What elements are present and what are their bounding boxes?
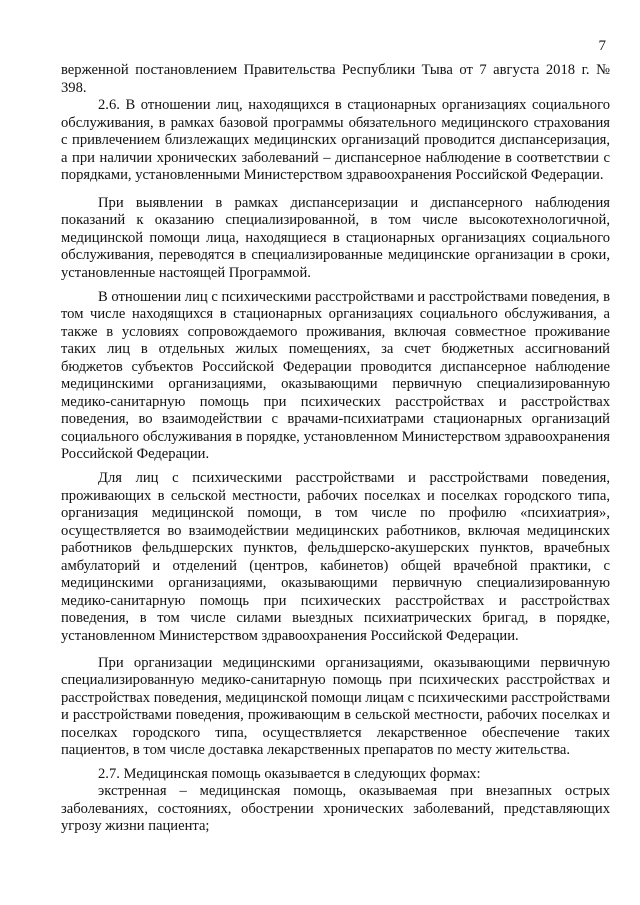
page-number: 7: [598, 38, 606, 54]
paragraph-rural-psychiatry: Для лиц с психическими расстройствами и расстройствами поведения, проживающих в сельской местности, рабочих поселках и поселках городского типа, организация медицинской помощи, в том числе по профилю «психиатрия», осуществляется во взаимодействии медицинских работников, включая медицинских работников фельдшерских пунктов, фельдшерско-акушерских пунктов, врачебных амбулаторий и отделений (центров, кабинетов) общей врачебной практики, с медицинскими организациями, оказывающими первичную специализированную медико-санитарную помощь при психических расстройствах и расстройствах поведения, в том числе силами выездных психиатрических бригад, в порядке, установленном Министерством здравоохранения Российской Федерации.: [61, 470, 610, 644]
paragraph-section-2-6: 2.6. В отношении лиц, находящихся в стационарных организациях социального обслуживания, в рамках базовой программы обязательного медицинского страхования с привлечением близлежащих медицинских организаций проводится диспансеризация, а при наличии хронических заболеваний – диспансерное наблюдение в соответствии с порядками, установленными Министерством здравоохранения Российской Федерации.: [61, 97, 610, 184]
document-body: [61, 62, 610, 836]
paragraph-emergency-care: экстренная – медицинская помощь, оказываемая при внезапных острых заболеваниях, состояниях, обострении хронических заболеваний, представляющих угрозу жизни пациента;: [61, 783, 610, 835]
paragraph-mental-disorders-observation: В отношении лиц с психическими расстройствами и расстройствами поведения, в том числе находящихся в стационарных организациях социального обслуживания, а также в условиях сопровождаемого проживания, включая совместное проживание таких лиц в отдельных жилых помещениях, за счет бюджетных ассигнований бюджетов субъектов Российской Федерации проводится диспансерное наблюдение медицинскими организациями, оказывающими первичную специализированную медико-санитарную помощь при психических расстройствах и расстройствах поведения, во взаимодействии с врачами-психиатрами стационарных организаций социального обслуживания в порядке, установленном Министерством здравоохранения Российской Федерации.: [61, 288, 610, 463]
paragraph-medication-provision: При организации медицинскими организациями, оказывающими первичную специализированную медико-санитарную помощь при психических расстройствах и расстройствах поведения, медицинской помощи лицам с психическими расстройствами и расстройствами поведения, проживающим в сельской местности, рабочих поселках и поселках городского типа, осуществляется лекарственное обеспечение таких пациентов, в том числе доставка лекарственных препаратов по месту жительства.: [61, 654, 610, 759]
paragraph-section-2-7: 2.7. Медицинская помощь оказывается в следующих формах:: [98, 765, 481, 782]
paragraph-continuation: верженной постановлением Правительства Республики Тыва от 7 августа 2018 г. № 398.: [61, 62, 610, 96]
paragraph-specialized-care-transfer: При выявлении в рамках диспансеризации и диспансерного наблюдения показаний к оказанию специализированной, в том числе высокотехнологичной, медицинской помощи лица, находящиеся в стационарных организациях социального обслуживания, переводятся в специализированные медицинские организации в сроки, установленные настоящей Программой.: [61, 194, 610, 282]
